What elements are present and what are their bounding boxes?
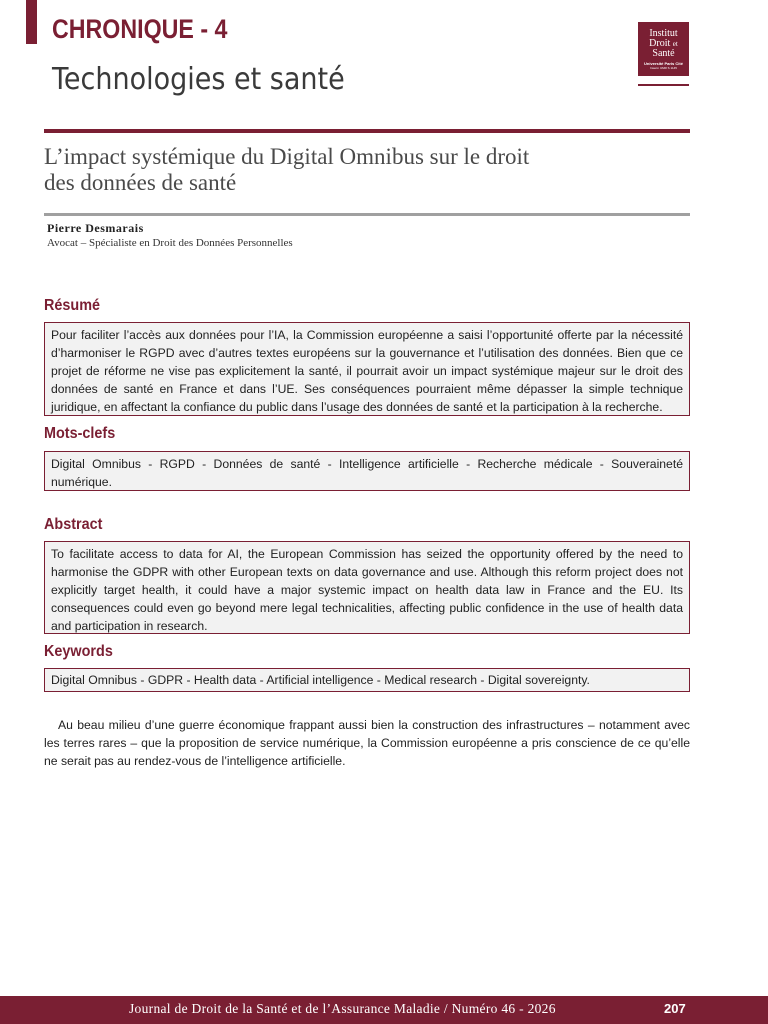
author-affiliation: Avocat – Spécialiste en Droit des Données Personnelles [47,237,293,249]
logo-university: Université Paris Cité [644,61,683,66]
abstract-heading: Abstract [44,516,103,533]
page-footer [0,996,768,1024]
logo-line-1: Institut [649,28,678,39]
logo-line-2-small: et [672,40,678,48]
footer-page-number: 207 [664,1001,686,1016]
abstract-box: To facilitate access to data for AI, the European Commission has seized the opportunity offered by the need to harmonise the GDPR with other European texts on data governance and use. Although this reform project does not explicitly target health, it could have a major systemic impact on health data law in France and the EU. Its consequences could even go beyond mere legal technicalities, affecting public confidence in the use of health data and participation in research. [44,541,690,634]
mots-clefs-box: Digital Omnibus - RGPD - Données de santé - Intelligence artificielle - Recherche médicale - Souveraineté numérique. [44,451,690,491]
body-paragraph-1: Au beau milieu d’une guerre économique frappant aussi bien la construction des infrastructures – notamment avec les terres rares – que la proposition de service numérique, la Commission européenne a pris conscience de ce qu’elle ne serait pas au rendez-vous de l’intelligence artificielle. [44,718,690,768]
institut-logo [638,22,689,76]
keywords-box: Digital Omnibus - GDPR - Health data - Artificial intelligence - Medical research - Digital sovereignty. [44,668,690,692]
author-name: Pierre Desmarais [47,221,144,235]
logo-line-3: Santé [652,48,675,59]
article-title-line-2: des données de santé [44,170,237,195]
logo-line-2-main: Droit [649,38,671,49]
resume-heading: Résumé [44,297,101,314]
article-title-line-1: L’impact systémique du Digital Omnibus sur le droit [44,144,530,169]
footer-journal-name: Journal de Droit de la Santé et de l’Assurance Maladie / Numéro 46 - 2026 [129,1001,556,1016]
top-divider [44,129,690,133]
author-divider [44,213,690,216]
resume-box: Pour faciliter l’accès aux données pour l’IA, la Commission européenne a saisi l’opportunité offerte par la nécessité d’harmoniser le RGPD avec d’autres textes européens sur la gouvernance et l’utilisation des données. Bien que ce projet de réforme ne vise pas explicitement la santé, il pourrait avoir un impact systémique majeur sur le droit des données de santé en France et dans l’UE. Ses conséquences pourraient même dépasser la simple technique juridique, en affectant la confiance du public dans l’usage des données de santé et la participation à la recherche. [44,322,690,416]
logo-inserm: Inserm UMR S 1145 [650,66,677,70]
keywords-heading: Keywords [44,643,113,660]
article-title [44,144,644,196]
mots-clefs-heading: Mots-clefs [44,425,116,442]
chronique-label: CHRONIQUE - 4 [52,14,228,44]
left-accent-bar [26,0,37,44]
section-title: Technologies et santé [52,62,345,97]
logo-underline [638,84,689,86]
